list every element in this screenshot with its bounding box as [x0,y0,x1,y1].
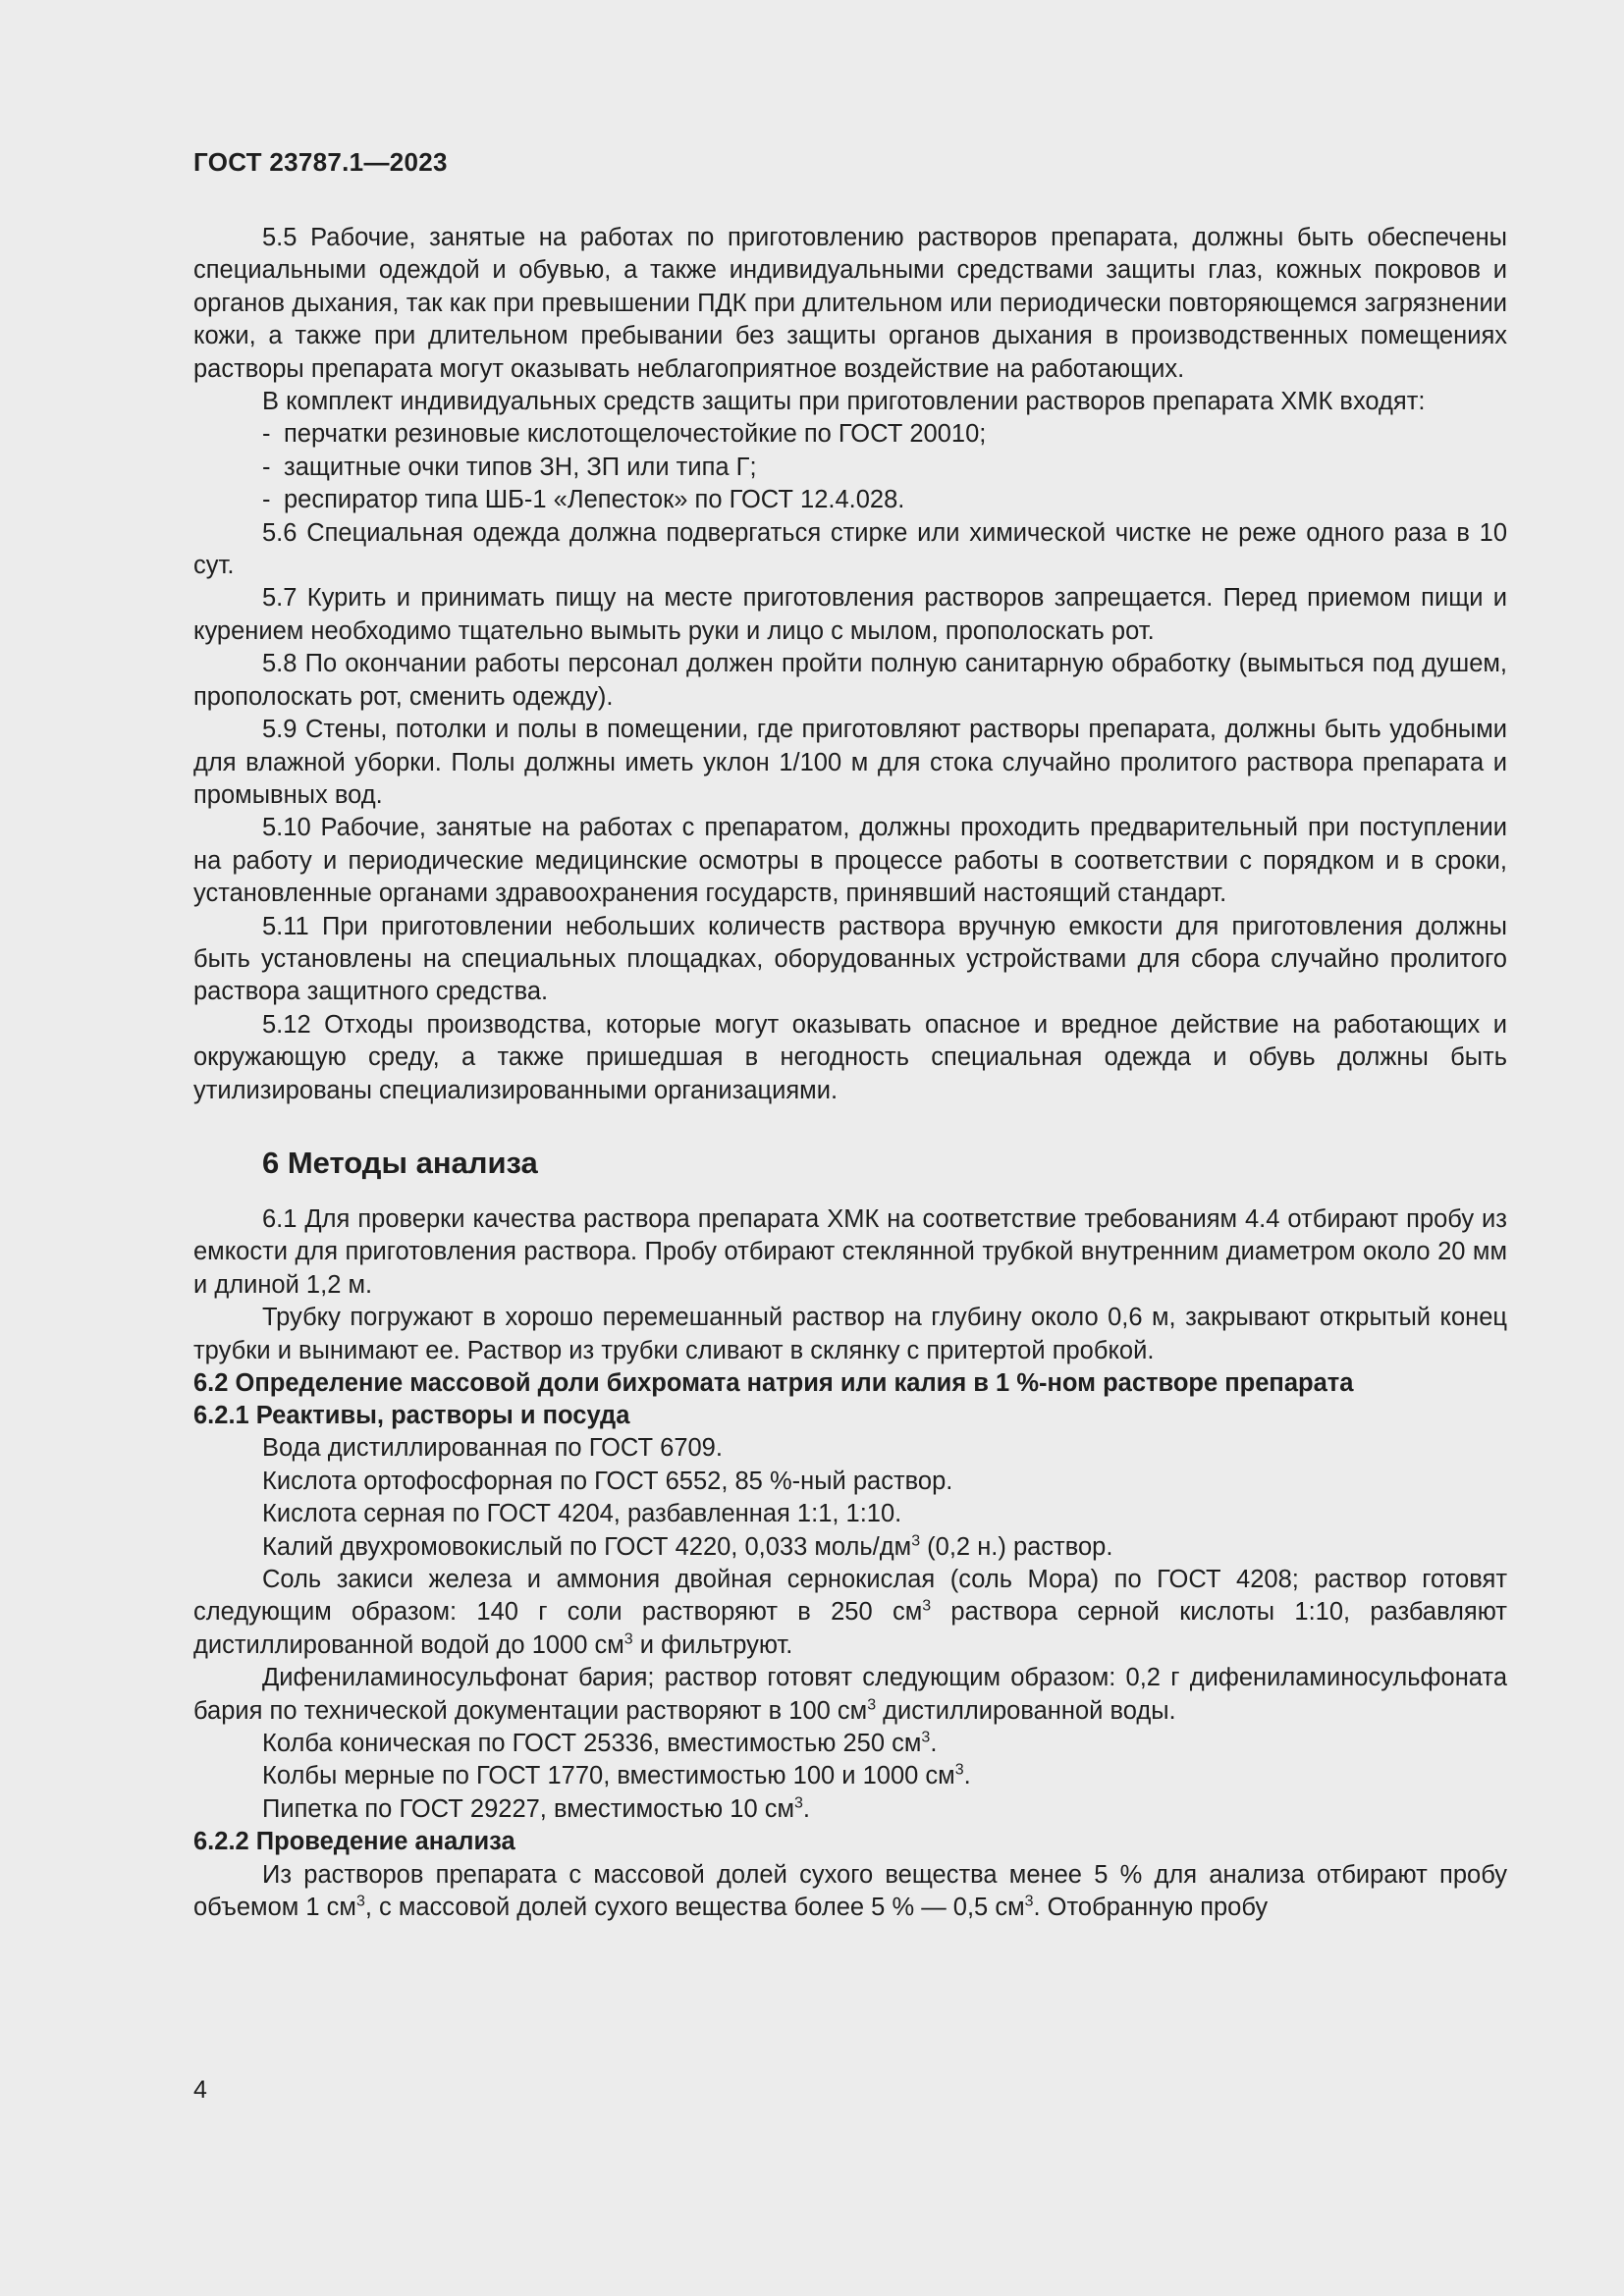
paragraph-5-12: 5.12 Отходы производства, которые могут оказывать опасное и вредное действие на работающих и окружающую среду, а также пришедшая в негодность специальная одежда и обувь должны быть утилизированы специализированными организациями. [193,1010,1507,1104]
document-body [193,222,1507,1925]
paragraph-5-5: 5.5 Рабочие, занятые на работах по приготовлению растворов препарата, должны быть обеспечены специальными одеждой и обувью, а также индивидуальными средствами защиты глаз, кожных покровов и органов дыхания, так как при превышении ПДК при длительном или периодически повторяющемся загрязнении кожи, а также при длительном пребывании без защиты органов дыхания в производственных помещениях растворы препарата могут оказывать неблагоприятное воздействие на работающих. [193,224,1507,383]
reagent-item: Колбы мерные по ГОСТ 1770, вместимостью 100 и 1000 $см^3$. [262,1761,971,1790]
paragraph-5-11: 5.11 При приготовлении небольших количеств раствора вручную емкости для приготовления должны быть установлены на специальных площадках, оборудованных устройствами для сбора случайно пролитого раствора защитного средства. [193,912,1507,1006]
subsection-heading-6-2-1: 6.2.1 Реактивы, растворы и посуда [193,1402,630,1429]
paragraph-6-1: 6.1 Для проверки качества раствора препарата ХМК на соответствие требованиям 4.4 отбирают пробу из емкости для приготовления раствора. Пробу отбирают стеклянной трубкой внутренним диаметром около 20 мм и длиной 1,2 м. [193,1204,1507,1299]
paragraph-6-2-2: Из растворов препарата с массовой долей сухого вещества менее 5 % для анализа отбирают пробу объемом 1 $см^3$, с массовой долей сухого вещества более 5 % — 0,5 $см^3$. Отобранную пробу [193,1860,1507,1922]
paragraph-5-9: 5.9 Стены, потолки и полы в помещении, где приготовляют растворы препарата, должны быть удобными для влажной уборки. Полы должны иметь уклон 1/100 м для стока случайно пролитого раствора препарата и промывных вод. [193,716,1507,809]
list-item: - защитные очки типов ЗН, ЗП или типа Г; [262,453,757,481]
subsection-heading-6-2-2: 6.2.2 Проведение анализа [193,1828,515,1856]
section-heading-6: 6 Методы анализа [262,1145,538,1180]
list-item: - перчатки резиновые кислотощелочестойкие по ГОСТ 20010; [262,420,987,449]
page-number: 4 [193,2076,207,2104]
reagent-item: Калий двухромовокислый по ГОСТ 4220, 0,033 моль/$дм^3$ (0,2 н.) раствор. [262,1532,1113,1561]
reagent-item: Кислота серная по ГОСТ 4204, разбавленная 1:1, 1:10. [262,1500,902,1528]
reagent-item: Пипетка по ГОСТ 29227, вместимостью 10 $см^3$. [262,1794,810,1823]
paragraph-5-7: 5.7 Курить и принимать пищу на месте приготовления растворов запрещается. Перед приемом пищи и курением необходимо тщательно вымыть руки и лицо с мылом, прополоскать рот. [193,584,1507,645]
subsection-heading-6-2: 6.2 Определение массовой доли бихромата натрия или калия в 1 %-ном растворе препарата [193,1369,1354,1397]
document-header: ГОСТ 23787.1—2023 [193,147,448,177]
paragraph-5-8: 5.8 По окончании работы персонал должен пройти полную санитарную обработку (вымыться под душем, прополоскать рот, сменить одежду). [193,650,1507,711]
reagent-item: Дифениламиносульфонат бария; раствор готовят следующим образом: 0,2 г дифениламиносульфоната бария по технической документации растворяют в 100 $см^3$ дистиллированной воды. [193,1664,1507,1725]
reagent-item: Вода дистиллированная по ГОСТ 6709. [262,1434,723,1463]
paragraph-6-1-procedure: Трубку погружают в хорошо перемешанный раствор на глубину около 0,6 м, закрывают открытый конец трубки и вынимают ее. Раствор из трубки сливают в склянку с притертой пробкой. [193,1304,1507,1364]
paragraph-5-6: 5.6 Специальная одежда должна подвергаться стирке или химической чистке не реже одного раза в 10 сут. [193,518,1507,580]
reagent-item: Колба коническая по ГОСТ 25336, вместимостью 250 $см^3$. [262,1729,938,1758]
paragraph-5-10: 5.10 Рабочие, занятые на работах с препаратом, должны проходить предварительный при поступлении на работу и периодические медицинские осмотры в процессе работы в соответствии с порядком и в сроки, установленные органами здравоохранения государств, принявший настоящий стандарт. [193,814,1507,908]
reagent-item: Соль закиси железа и аммония двойная сернокислая (соль Мора) по ГОСТ 4208; раствор готовят следующим образом: 140 г соли растворяют в 250 $см^3$ раствора серной кислоты 1:10, разбавляют дистиллированной водой до 1000 $см^3$ и фильтруют. [193,1566,1507,1659]
reagent-item: Кислота ортофосфорная по ГОСТ 6552, 85 %-ный раствор. [262,1467,953,1495]
list-item: - респиратор типа ШБ-1 «Лепесток» по ГОСТ 12.4.028. [262,486,905,514]
paragraph-5-5-ppe: В комплект индивидуальных средств защиты при приготовлении растворов препарата ХМК входят: [262,388,1426,416]
